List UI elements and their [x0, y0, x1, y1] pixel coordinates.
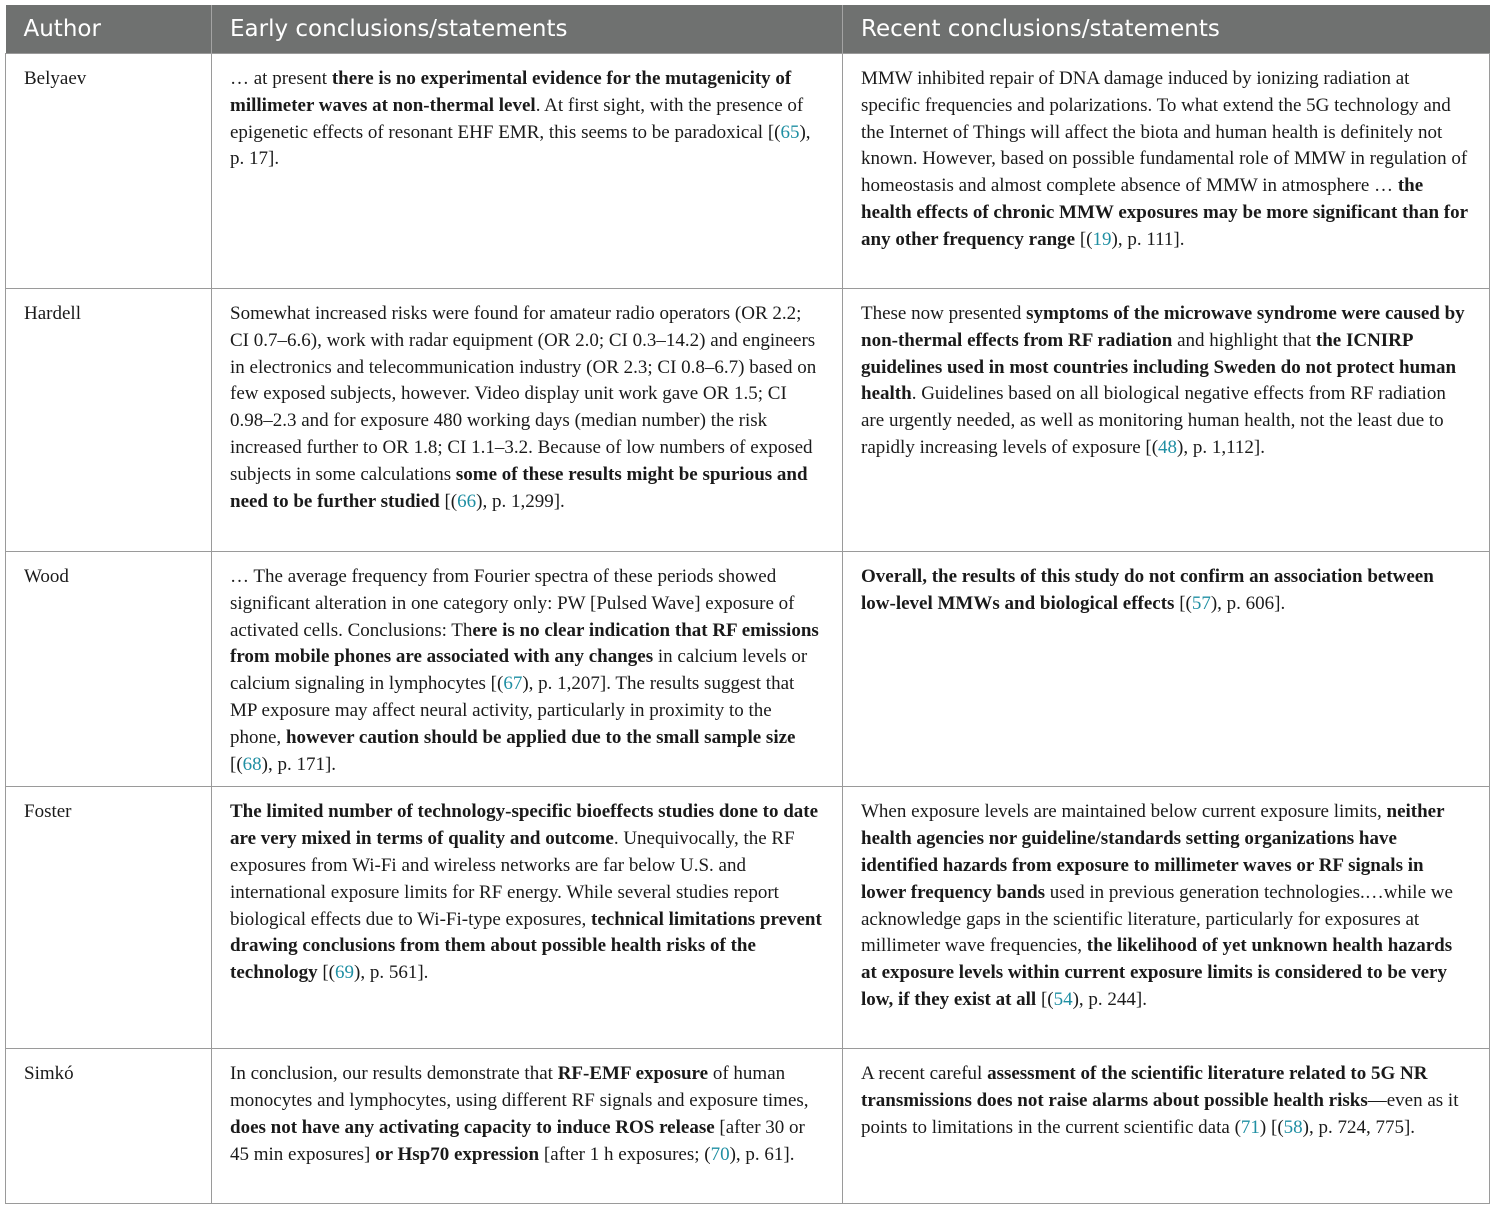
text: In conclusion, our results demonstrate that — [230, 1063, 558, 1085]
bold-text: technical limitations prevent drawing conclusions from them about possible health risks of the technology — [230, 908, 822, 984]
reference-link[interactable]: 68 — [242, 753, 262, 775]
recent-cell — [843, 552, 1490, 787]
reference-link[interactable]: 65 — [780, 121, 800, 143]
header-early: Early conclusions/statements — [212, 5, 843, 54]
text: [( — [1036, 988, 1054, 1010]
author-cell: Simkó — [6, 1049, 212, 1204]
text: ), p. 724, 775]. — [1302, 1116, 1416, 1138]
text: of human monocytes and lymphocytes, using different RF signals and exposure times, — [230, 1063, 809, 1112]
reference-link[interactable]: 19 — [1092, 228, 1112, 250]
text: ), p. 244]. — [1072, 988, 1148, 1010]
table-row — [6, 54, 1490, 289]
bold-text: Overall, the results of this study do not confirm an association between low-level MMWs and biological effects — [861, 566, 1434, 614]
bold-text: assessment of the scientific literature related to 5G NR transmissions does not raise alarms about possible health risks — [861, 1063, 1428, 1112]
text: MMW inhibited repair of DNA damage induced by ionizing radiation at specific frequencies and polarizations. To what extend the 5G technology and the Internet of Things will affect the biota and human health is definitely not known. However, based on possible fundamental role of MMW in regulation of homeostasis and almost complete absence of MMW in atmosphere … — [861, 68, 1468, 197]
text: [( — [317, 962, 336, 984]
text: ), p. 17]. — [230, 121, 811, 170]
text: ), p. 1,299]. — [476, 490, 565, 512]
author-cell: Wood — [6, 552, 212, 787]
text: Somewhat increased risks were found for amateur radio operators (OR 2.2; CI 0.7–6.6), work with radar equipment (OR 2.0; CI 0.3–14.2) and engineers in electronics and telecommunication industry (OR 2.3; CI 0.8–6.7) based on few exposed subjects, however. Video display unit work gave OR 1.5; CI 0.98–2.3 and for exposure 480 working days (median number) the risk increased further to OR 1.8; CI 1.1–3.2. Because of low numbers of exposed subjects in some calculations — [230, 303, 817, 485]
bold-text: however caution should be applied due to the small sample size — [285, 726, 796, 748]
reference-link[interactable]: 48 — [1158, 436, 1178, 458]
table-row — [6, 289, 1490, 552]
reference-link[interactable]: 58 — [1283, 1116, 1303, 1138]
text: . Unequivocally, the RF exposures from Wi-Fi and wireless networks are far below U.S. and international exposure limits for RF energy. While several studies report biological effects due to Wi-Fi-type exposures, — [230, 828, 795, 930]
header-row — [6, 5, 1490, 54]
text: . At first sight, with the presence of epigenetic effects of resonant EHF EMR, this seems to be paradoxical [( — [230, 94, 804, 143]
text: in calcium levels or calcium signaling in lymphocytes [( — [230, 646, 808, 695]
bold-text: ere is no clear indication that RF emissions from mobile phones are associated with any changes — [230, 619, 819, 668]
text: … The average frequency from Fourier spectra of these periods showed significant alteration in one category only: PW [Pulsed Wave] exposure of activated cells. Conclusions: Th — [230, 566, 795, 641]
text: [after 30 or 45 min exposures] — [230, 1116, 805, 1165]
bold-text: RF-EMF exposure — [557, 1063, 709, 1085]
text: [( — [439, 490, 458, 512]
text: ), p. 111]. — [1111, 228, 1185, 250]
text: ), p. 171]. — [261, 753, 337, 775]
bold-text: or Hsp70 expression — [375, 1143, 540, 1165]
bold-text: the health effects of chronic MMW exposures may be more significant than for any other frequency range — [861, 175, 1468, 250]
text: These now presented — [861, 303, 1027, 324]
reference-link[interactable]: 71 — [1240, 1116, 1260, 1138]
table-row — [6, 1049, 1490, 1204]
bold-text: does not have any activating capacity to induce ROS release — [230, 1116, 715, 1138]
text: ), p. 1,112]. — [1177, 436, 1265, 458]
text: used in previous generation technologies.…while we acknowledge gaps in the scientific literature, particularly for exposures at millimeter wave frequencies, — [861, 881, 1453, 957]
text: . Guidelines based on all biological negative effects from RF radiation are urgently needed, as well as monitoring human health, not the least due to rapidly increasing levels of exposure [( — [861, 383, 1446, 458]
recent-cell — [843, 1049, 1490, 1204]
early-cell — [212, 1049, 843, 1204]
recent-cell — [843, 54, 1490, 289]
bold-text: The limited number of technology-specific bioeffects studies done to date are very mixed in terms of quality and outcome — [230, 801, 819, 850]
reference-link[interactable]: 54 — [1053, 988, 1073, 1010]
table-body — [6, 54, 1490, 1204]
bold-text: symptoms of the microwave syndrome were caused by non-thermal effects from RF radiation — [861, 303, 1465, 351]
bold-text: some of these results might be spurious and need to be further studied — [230, 463, 808, 512]
text: … at present — [230, 68, 332, 89]
text: ), p. 606]. — [1210, 592, 1286, 614]
text: ), p. 61]. — [729, 1143, 795, 1165]
text: [( — [230, 753, 243, 775]
author-cell: Hardell — [6, 289, 212, 552]
recent-cell — [843, 787, 1490, 1049]
text: [( — [1075, 228, 1093, 250]
conclusions-table — [5, 5, 1490, 1204]
text: When exposure levels are maintained below current exposure limits, — [861, 801, 1387, 823]
early-cell — [212, 787, 843, 1049]
author-cell: Foster — [6, 787, 212, 1049]
bold-text: there is no experimental evidence for the mutagenicity of millimeter waves at non-thermal level — [230, 68, 792, 116]
bold-text: neither health agencies nor guideline/standards setting organizations have identified hazards from exposure to millimeter waves or RF signals in lower frequency bands — [861, 801, 1445, 903]
text: ), p. 1,207]. The results suggest that MP exposure may affect neural activity, particularly in proximity to the phone, — [230, 673, 795, 748]
reference-link[interactable]: 66 — [457, 490, 477, 512]
header-author: Author — [6, 5, 212, 54]
early-cell — [212, 552, 843, 787]
text: ), p. 561]. — [354, 962, 429, 984]
table-row — [6, 552, 1490, 787]
reference-link[interactable]: 57 — [1191, 592, 1211, 614]
table-header — [6, 5, 1490, 54]
text: and highlight that — [1172, 329, 1316, 351]
text: [after 1 h exposures; ( — [539, 1143, 711, 1165]
text: ) [( — [1259, 1116, 1284, 1138]
text: [( — [1174, 592, 1192, 614]
reference-link[interactable]: 70 — [710, 1143, 730, 1165]
table-row — [6, 787, 1490, 1049]
bold-text: the ICNIRP guidelines used in most countries including Sweden do not protect human health — [861, 329, 1457, 405]
recent-cell — [843, 289, 1490, 552]
text: —even as it points to limitations in the current scientific data ( — [861, 1090, 1459, 1138]
early-cell — [212, 54, 843, 289]
header-recent: Recent conclusions/statements — [843, 5, 1490, 54]
text: A recent careful — [861, 1063, 988, 1085]
author-cell: Belyaev — [6, 54, 212, 289]
bold-text: the likelihood of yet unknown health hazards at exposure levels within current exposure limits is considered to be very low, if they exist at all — [861, 935, 1453, 1010]
reference-link[interactable]: 69 — [335, 962, 355, 984]
early-cell — [212, 289, 843, 552]
reference-link[interactable]: 67 — [503, 673, 523, 695]
